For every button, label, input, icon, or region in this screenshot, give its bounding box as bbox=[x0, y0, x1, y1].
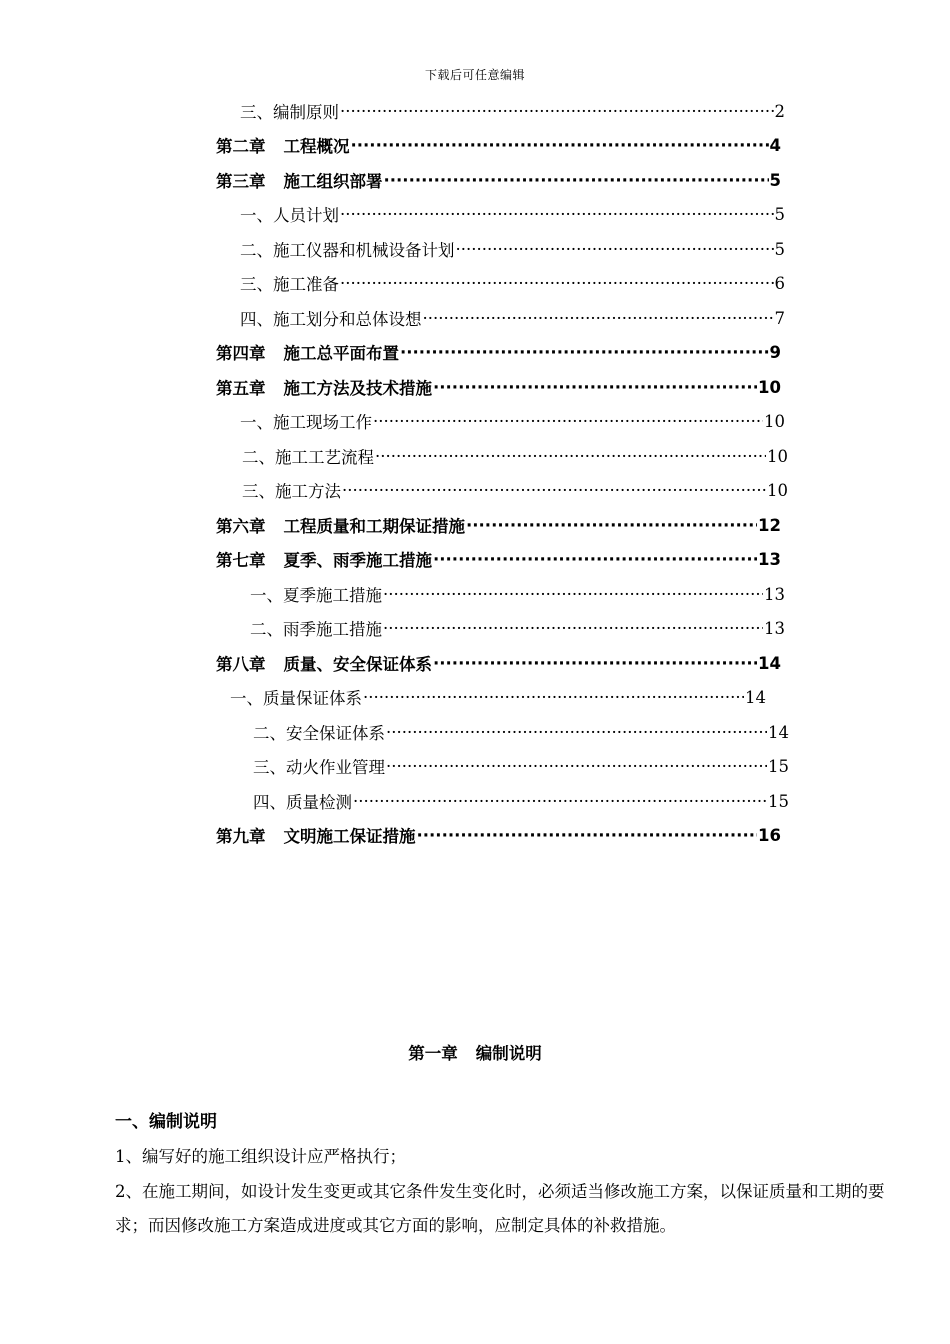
toc-entry[interactable] bbox=[216, 542, 781, 576]
toc-entry-number: 四、 bbox=[253, 793, 286, 812]
toc-entry-number: 一、 bbox=[240, 206, 273, 225]
toc-entry-label: 施工工艺流程 bbox=[275, 448, 374, 467]
toc-entry-page: 10 bbox=[767, 446, 788, 466]
toc-entry-page: 10 bbox=[758, 377, 781, 397]
toc-leader-dots bbox=[433, 550, 757, 569]
toc-entry[interactable] bbox=[216, 370, 781, 404]
toc-entry-number: 二、 bbox=[253, 724, 286, 743]
toc-entry-page: 12 bbox=[758, 515, 781, 535]
toc-leader-dots bbox=[433, 654, 757, 673]
toc-entry-title bbox=[240, 99, 339, 123]
toc-entry-page: 13 bbox=[764, 584, 785, 604]
toc-entry-label: 动火作业管理 bbox=[286, 758, 385, 777]
toc-entry[interactable] bbox=[240, 404, 785, 438]
toc-entry-number: 第八章 bbox=[216, 655, 266, 674]
toc-entry-label: 编制原则 bbox=[273, 103, 339, 122]
toc-entry[interactable] bbox=[240, 94, 785, 128]
toc-entry-page: 2 bbox=[774, 101, 785, 121]
toc-entry-number: 第九章 bbox=[216, 827, 266, 846]
toc-entry-page: 15 bbox=[768, 756, 789, 776]
toc-entry[interactable] bbox=[240, 301, 785, 335]
toc-leader-dots bbox=[340, 274, 774, 293]
toc-entry-page: 10 bbox=[764, 411, 785, 431]
toc-entry-label: 工程概况 bbox=[283, 137, 350, 156]
toc-entry-label: 施工准备 bbox=[273, 275, 339, 294]
toc-entry-title bbox=[253, 754, 385, 778]
toc-entry-number: 第六章 bbox=[216, 517, 266, 536]
toc-leader-dots bbox=[386, 757, 767, 776]
toc-entry-title bbox=[253, 720, 385, 744]
paragraph-2: 2、在施工期间，如设计发生变更或其它条件发生变化时，必须适当修改施工方案，以保证质量和工期的要求；而因修改施工方案造成进度或其它方面的影响，应制定具体的补救措施。 bbox=[115, 1182, 885, 1235]
toc-entry[interactable] bbox=[242, 439, 788, 473]
toc-entry-number: 三、 bbox=[240, 275, 273, 294]
toc-entry-title bbox=[216, 133, 350, 157]
toc-leader-dots bbox=[340, 102, 774, 121]
toc-entry-title bbox=[240, 271, 339, 295]
toc-entry-title bbox=[240, 237, 455, 261]
toc-entry-label: 施工仪器和机械设备计划 bbox=[273, 241, 455, 260]
toc-entry[interactable] bbox=[240, 197, 785, 231]
toc-entry-label: 施工方法 bbox=[275, 482, 341, 501]
toc-leader-dots bbox=[353, 792, 767, 811]
toc-leader-dots bbox=[340, 205, 774, 224]
toc-entry-number: 三、 bbox=[240, 103, 273, 122]
toc-leader-dots bbox=[351, 136, 769, 155]
toc-entry-label: 施工组织部署 bbox=[283, 172, 383, 191]
toc-entry-number: 一、 bbox=[240, 413, 273, 432]
toc-entry-label: 质量检测 bbox=[286, 793, 352, 812]
toc-entry[interactable] bbox=[240, 232, 785, 266]
toc-entry-page: 5 bbox=[774, 204, 785, 224]
toc-leader-dots bbox=[433, 378, 757, 397]
toc-entry-title bbox=[216, 513, 465, 537]
toc-entry-title bbox=[240, 409, 372, 433]
toc-entry-label: 质量、安全保证体系 bbox=[283, 655, 432, 674]
toc-leader-dots bbox=[383, 619, 763, 638]
toc-entry-page: 15 bbox=[768, 791, 789, 811]
toc-entry[interactable] bbox=[230, 680, 766, 714]
toc-entry-title bbox=[216, 651, 432, 675]
toc-entry-page: 4 bbox=[769, 135, 781, 155]
toc-entry-label: 施工现场工作 bbox=[273, 413, 372, 432]
toc-entry-number: 第三章 bbox=[216, 172, 266, 191]
toc-entry-number: 一、 bbox=[230, 689, 263, 708]
toc-entry-page: 10 bbox=[767, 480, 788, 500]
toc-entry-page: 13 bbox=[764, 618, 785, 638]
toc-entry-label: 夏季施工措施 bbox=[283, 586, 382, 605]
toc-entry-number: 第二章 bbox=[216, 137, 266, 156]
toc-entry-number: 第七章 bbox=[216, 551, 266, 570]
toc-entry-title bbox=[250, 582, 382, 606]
toc-entry-title bbox=[216, 168, 383, 192]
toc-entry-page: 13 bbox=[758, 549, 781, 569]
paragraph-1: 1、编写好的施工组织设计应严格执行； bbox=[115, 1147, 406, 1166]
toc-entry[interactable] bbox=[253, 784, 789, 818]
toc-entry-title bbox=[216, 375, 432, 399]
toc-leader-dots bbox=[373, 412, 763, 431]
chapter-heading-title: 编制说明 bbox=[475, 1044, 542, 1063]
toc-entry-title bbox=[230, 685, 362, 709]
toc-entry-number: 三、 bbox=[253, 758, 286, 777]
toc-entry[interactable] bbox=[253, 715, 789, 749]
toc-entry[interactable] bbox=[250, 577, 785, 611]
toc-entry[interactable] bbox=[216, 128, 781, 162]
toc-entry-label: 施工总平面布置 bbox=[283, 344, 399, 363]
toc-leader-dots bbox=[342, 481, 766, 500]
toc-entry-number: 三、 bbox=[242, 482, 275, 501]
toc-entry-page: 5 bbox=[769, 170, 781, 190]
toc-entry[interactable] bbox=[250, 611, 785, 645]
toc-entry-label: 安全保证体系 bbox=[286, 724, 385, 743]
toc-entry-label: 人员计划 bbox=[273, 206, 339, 225]
toc-entry-label: 雨季施工措施 bbox=[283, 620, 382, 639]
toc-entry-page: 14 bbox=[745, 687, 766, 707]
toc-leader-dots bbox=[423, 309, 774, 328]
toc-entry[interactable] bbox=[216, 646, 781, 680]
toc-entry-page: 14 bbox=[758, 653, 781, 673]
toc-entry-page: 5 bbox=[774, 239, 785, 259]
toc-entry[interactable] bbox=[216, 508, 781, 542]
toc-entry-label: 质量保证体系 bbox=[263, 689, 362, 708]
toc-entry[interactable] bbox=[240, 266, 785, 300]
toc-entry-number: 二、 bbox=[242, 448, 275, 467]
toc-leader-dots bbox=[417, 826, 758, 845]
toc-entry-label: 夏季、雨季施工措施 bbox=[283, 551, 432, 570]
toc-leader-dots bbox=[384, 171, 769, 190]
toc-entry-label: 施工划分和总体设想 bbox=[273, 310, 422, 329]
toc-entry-page: 6 bbox=[774, 273, 785, 293]
toc-entry[interactable] bbox=[216, 163, 781, 197]
toc-entry-title bbox=[253, 789, 352, 813]
toc-entry-title bbox=[240, 202, 339, 226]
toc-entry-number: 二、 bbox=[250, 620, 283, 639]
toc-entry[interactable] bbox=[216, 818, 781, 852]
toc-entry-title bbox=[242, 478, 341, 502]
toc-leader-dots bbox=[400, 343, 769, 362]
toc-entry[interactable] bbox=[216, 335, 781, 369]
toc-entry-page: 9 bbox=[769, 342, 781, 362]
header-note: 下载后可任意编辑 bbox=[424, 68, 525, 82]
chapter-heading-number: 第一章 bbox=[408, 1044, 458, 1063]
toc-leader-dots bbox=[375, 447, 766, 466]
toc-entry-number: 二、 bbox=[240, 241, 273, 260]
toc-leader-dots bbox=[466, 516, 757, 535]
toc-entry-page: 7 bbox=[774, 308, 785, 328]
toc-entry-title bbox=[240, 306, 422, 330]
toc-leader-dots bbox=[363, 688, 744, 707]
toc-entry-label: 工程质量和工期保证措施 bbox=[283, 517, 465, 536]
toc-leader-dots bbox=[383, 585, 763, 604]
toc-entry-label: 文明施工保证措施 bbox=[283, 827, 416, 846]
toc-entry-title bbox=[216, 547, 432, 571]
toc-entry-title bbox=[250, 616, 382, 640]
toc-leader-dots bbox=[456, 240, 774, 259]
toc-leader-dots bbox=[386, 723, 767, 742]
toc-entry[interactable] bbox=[253, 749, 789, 783]
toc-entry-page: 16 bbox=[758, 825, 781, 845]
chapter-heading bbox=[0, 1040, 950, 1068]
toc-entry[interactable] bbox=[242, 473, 788, 507]
toc-entry-label: 施工方法及技术措施 bbox=[283, 379, 432, 398]
toc-entry-title bbox=[216, 340, 399, 364]
toc-entry-page: 14 bbox=[768, 722, 789, 742]
section-heading: 一、编制说明 bbox=[115, 1112, 217, 1132]
toc-entry-number: 第五章 bbox=[216, 379, 266, 398]
toc-entry-number: 一、 bbox=[250, 586, 283, 605]
toc-entry-title bbox=[216, 823, 416, 847]
toc-entry-number: 四、 bbox=[240, 310, 273, 329]
toc-entry-title bbox=[242, 444, 374, 468]
toc-entry-number: 第四章 bbox=[216, 344, 266, 363]
